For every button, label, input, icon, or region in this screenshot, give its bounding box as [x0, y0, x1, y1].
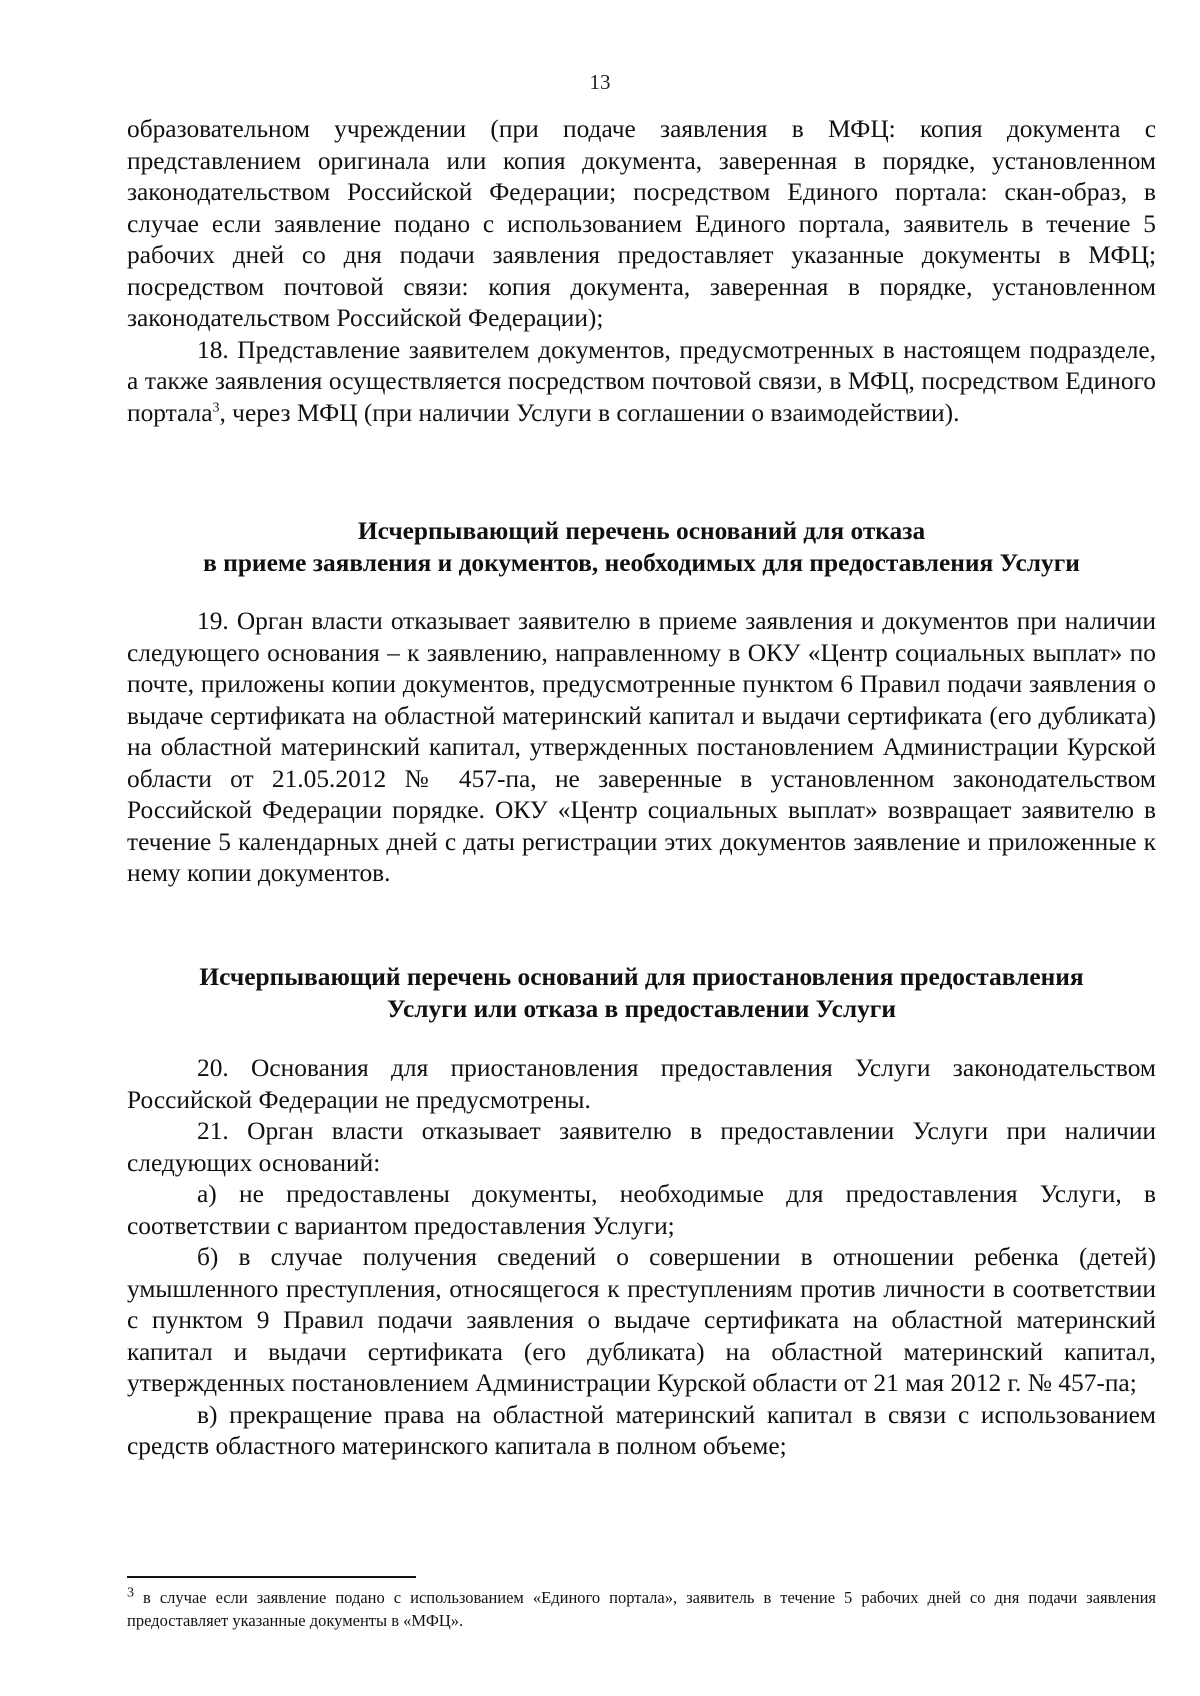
- heading-line: Услуги или отказа в предоставлении Услуги: [387, 994, 896, 1023]
- text-block-19: [127, 606, 1156, 890]
- paragraph-continuation: образовательном учреждении (при подаче заявления в МФЦ: копия документа с представлением оригинала или копия документа, заверенная в порядке, установленном законодательством Российской Федерации; посредством Единого портала: скан-образ, в случае если заявление подано с использованием Единого портала, заявитель в течение 5 рабочих дней со дня подачи заявления предоставляет указанные документы в МФЦ; посредством почтовой связи: копия документа, заверенная в порядке, установленном законодательством Российской Федерации);: [127, 115, 1156, 332]
- paragraph-21: 21. Орган власти отказывает заявителю в предоставлении Услуги при наличии следующих оснований:: [127, 1117, 1156, 1177]
- footnote-text: в случае если заявление подано с использованием «Единого портала», заявитель в течение 5 рабочих дней со дня подачи заявления предоставляет указанные документы в «МФЦ».: [127, 1588, 1156, 1630]
- footnote-marker: 3: [127, 1585, 134, 1601]
- section-heading-suspension-refusal: [127, 962, 1156, 1025]
- paragraph-20: 20. Основания для приостановления предоставления Услуги законодательством Российской Федерации не предусмотрены.: [127, 1054, 1156, 1114]
- heading-line: Исчерпывающий перечень оснований для отказа: [357, 517, 926, 545]
- list-item-b: б) в случае получения сведений о совершении в отношении ребенка (детей) умышленного преступления, относящегося к преступлениям против личности в соответствии с пунктом 9 Правил подачи заявления о выдаче сертификата на областной материнский капитал и выдачи сертификата (его дубликата) на областной материнский капитал, утвержденных постановлением Администрации Курской области от 21 мая 2012 г. № 457-па;: [127, 1243, 1156, 1397]
- footnote: [127, 1586, 1156, 1632]
- paragraph-19: 19. Орган власти отказывает заявителю в приеме заявления и документов при наличии следующего основания – к заявлению, направленному в ОКУ «Центр социальных выплат» по почте, приложены копии документов, предусмотренные пунктом 6 Правил подачи заявления о выдаче сертификата на областной материнский капитал и выдачи сертификата (его дубликата) на областной материнский капитал, утвержденных постановлением Администрации Курской области от 21.05.2012 № 457-па, не заверенные в установленном законодательством Российской Федерации порядке. ОКУ «Центр социальных выплат» возвращает заявителю в течение 5 календарных дней с даты регистрации этих документов заявление и приложенные к нему копии документов.: [127, 607, 1156, 887]
- heading-line: Исчерпывающий перечень оснований для приостановления предоставления: [199, 963, 1084, 991]
- paragraph-18-text-end: , через МФЦ (при наличии Услуги в соглашении о взаимодействии).: [219, 398, 960, 427]
- section-heading-refusal-acceptance: [127, 516, 1156, 579]
- text-block-intro: [127, 114, 1156, 429]
- paragraph-18: [127, 335, 1156, 430]
- page-number: 13: [589, 70, 611, 94]
- list-item-a: а) не предоставлены документы, необходимые для предоставления Услуги, в соответствии с вариантом предоставления Услуги;: [127, 1180, 1156, 1240]
- text-block-20-21: [127, 1053, 1156, 1463]
- heading-line: в приеме заявления и документов, необходимых для предоставления Услуги: [203, 548, 1080, 577]
- list-item-c: в) прекращение права на областной материнский капитал в связи с использованием средств областного материнского капитала в полном объеме;: [127, 1400, 1156, 1460]
- footnote-reference[interactable]: 3: [212, 400, 220, 416]
- paragraph-18-text: 18. Представление заявителем документов, предусмотренных в настоящем подразделе, а также заявления осуществляется посредством почтовой связи, в МФЦ, посредством Единого портала: [127, 335, 1156, 427]
- footnote-separator: [127, 1576, 416, 1578]
